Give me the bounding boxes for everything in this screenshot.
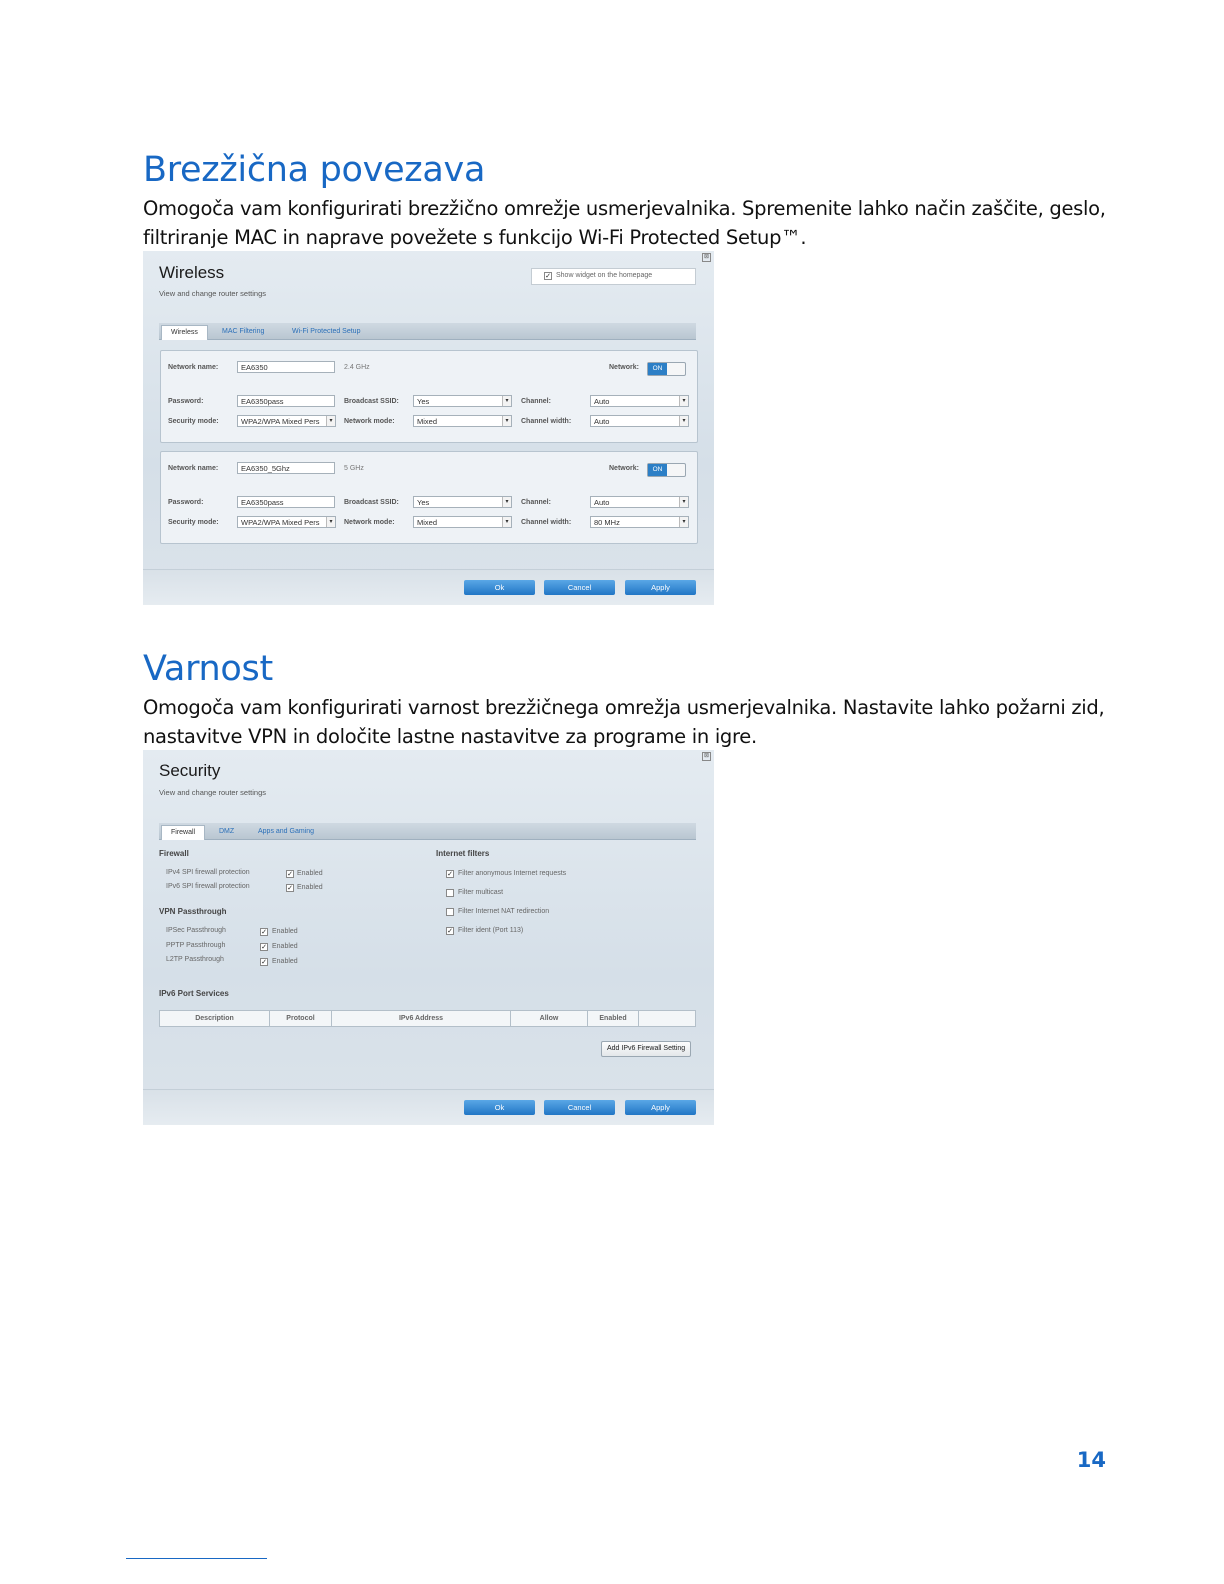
channel-select[interactable]: [590, 395, 689, 407]
show-widget-checkbox[interactable]: ✓: [545, 273, 551, 280]
broadcast-label: Broadcast SSID:: [344, 398, 399, 405]
chevron-down-icon: ▾: [326, 416, 335, 426]
close-icon[interactable]: ⊠: [703, 753, 710, 759]
network-mode-value: Mixed: [417, 518, 438, 527]
col-allow: Allow: [511, 1011, 588, 1026]
password-label: Password:: [168, 499, 204, 506]
network-toggle-label: Network:: [609, 364, 639, 371]
filter-multicast-checkbox[interactable]: [446, 889, 454, 897]
col-description: Description: [160, 1011, 270, 1026]
network-name-label: Network name:: [168, 364, 219, 371]
ok-button[interactable]: Ok: [464, 1100, 535, 1115]
chevron-down-icon: ▾: [679, 517, 688, 527]
pptp-enabled: Enabled: [272, 943, 298, 950]
ipv6-port-heading: IPv6 Port Services: [159, 989, 229, 998]
filter-multicast-label: Filter multicast: [458, 889, 504, 896]
toggle-on-label: ON: [648, 363, 667, 375]
col-enabled: Enabled: [588, 1011, 639, 1026]
broadcast-select[interactable]: [413, 395, 512, 407]
ipv6-label: IPv6 SPI firewall protection: [166, 883, 250, 890]
security-subtitle: View and change router settings: [159, 788, 267, 797]
filter-nat-label: Filter Internet NAT redirection: [458, 908, 550, 915]
security-mode-label: Security mode:: [168, 418, 219, 425]
filter-ident-label: Filter ident (Port 113): [458, 927, 524, 934]
toggle-on-label: ON: [648, 464, 667, 476]
ipv4-label: IPv4 SPI firewall protection: [166, 869, 250, 876]
ipv6-checkbox[interactable]: ✓: [287, 885, 293, 892]
ipv6-enabled: Enabled: [297, 884, 323, 891]
ok-button[interactable]: Ok: [464, 580, 535, 595]
channel-select[interactable]: [590, 496, 689, 508]
section-heading-security: Varnost: [143, 649, 273, 689]
wireless-tabbar: [159, 323, 696, 340]
tab-mac-filtering[interactable]: MAC Filtering: [222, 328, 265, 335]
l2tp-enabled: Enabled: [272, 958, 298, 965]
ipsec-enabled: Enabled: [272, 928, 298, 935]
tab-wireless[interactable]: Wireless: [161, 325, 208, 340]
ipsec-label: IPSec Passthrough: [166, 927, 226, 934]
section-text-wireless: Omogoča vam konfigurirati brezžično omrežje usmerjevalnika. Spremenite lahko način zaščite, geslo, filtriranje MAC in naprave povežete s funkcijo Wi-Fi Protected Setup™.: [143, 197, 1106, 249]
channel-label: Channel:: [521, 499, 551, 506]
ipsec-checkbox[interactable]: ✓: [261, 929, 267, 936]
password-input[interactable]: EA6350pass: [237, 496, 335, 508]
footer-rule: [126, 1558, 267, 1559]
channel-width-label: Channel width:: [521, 519, 572, 526]
section-heading-wireless: Brezžična povezava: [143, 150, 486, 190]
firewall-heading: Firewall: [159, 849, 189, 858]
chevron-down-icon: ▾: [502, 396, 511, 406]
network-mode-label: Network mode:: [344, 418, 395, 425]
filter-ident-checkbox[interactable]: ✓: [447, 928, 453, 935]
broadcast-value: Yes: [417, 397, 430, 406]
apply-button[interactable]: Apply: [625, 1100, 696, 1115]
chevron-down-icon: ▾: [679, 396, 688, 406]
broadcast-value: Yes: [417, 498, 430, 507]
filter-anon-checkbox[interactable]: ✓: [447, 871, 453, 878]
add-ipv6-firewall-button[interactable]: Add IPv6 Firewall Setting: [601, 1041, 691, 1057]
network-toggle[interactable]: [647, 463, 686, 477]
filter-nat-checkbox[interactable]: [446, 908, 454, 916]
internet-filters-heading: Internet filters: [436, 849, 490, 858]
wireless-screenshot: [143, 251, 714, 605]
apply-button[interactable]: Apply: [625, 580, 696, 595]
channel-width-value: Auto: [594, 417, 610, 426]
security-footer: [143, 1089, 714, 1125]
wireless-title: Wireless: [159, 263, 225, 282]
channel-width-label: Channel width:: [521, 418, 572, 425]
security-title: Security: [159, 761, 221, 780]
password-input[interactable]: EA6350pass: [237, 395, 335, 407]
col-protocol: Protocol: [270, 1011, 332, 1026]
broadcast-label: Broadcast SSID:: [344, 499, 399, 506]
channel-value: Auto: [594, 498, 610, 507]
network-toggle-label: Network:: [609, 465, 639, 472]
network-name-label: Network name:: [168, 465, 219, 472]
network-mode-select[interactable]: [413, 415, 512, 427]
band-panel-24: [160, 350, 698, 443]
section-text-security: Omogoča vam konfigurirati varnost brezžičnega omrežja usmerjevalnika. Nastavite lahko požarni zid, nastavitve VPN in določite lastne nastavitve za programe in igre.: [143, 696, 1105, 748]
ipv4-checkbox[interactable]: ✓: [287, 871, 293, 878]
security-screenshot: [143, 750, 714, 1125]
network-name-input[interactable]: EA6350: [237, 361, 335, 373]
security-mode-value: WPA2/WPA Mixed Pers: [241, 417, 320, 426]
wireless-footer: [143, 569, 714, 605]
chevron-down-icon: ▾: [326, 517, 335, 527]
security-mode-select[interactable]: [237, 516, 336, 528]
wireless-subtitle: View and change router settings: [159, 289, 267, 298]
channel-width-value: 80 MHz: [594, 518, 620, 527]
network-mode-label: Network mode:: [344, 519, 395, 526]
network-name-input[interactable]: EA6350_5Ghz: [237, 462, 335, 474]
broadcast-select[interactable]: [413, 496, 512, 508]
tab-wps[interactable]: Wi-Fi Protected Setup: [292, 328, 361, 335]
chevron-down-icon: ▾: [502, 517, 511, 527]
pptp-label: PPTP Passthrough: [166, 942, 226, 949]
page-number: 14: [1076, 1448, 1106, 1472]
ipv4-enabled: Enabled: [297, 870, 323, 877]
network-toggle[interactable]: [647, 362, 686, 376]
chevron-down-icon: ▾: [502, 497, 511, 507]
close-icon[interactable]: ⊠: [703, 254, 710, 260]
band-panel-5: [160, 451, 698, 544]
band-label: 2.4 GHz: [344, 364, 370, 371]
cancel-button[interactable]: Cancel: [544, 1100, 615, 1115]
l2tp-checkbox[interactable]: ✓: [261, 959, 267, 966]
filter-anon-label: Filter anonymous Internet requests: [458, 870, 567, 877]
chevron-down-icon: ▾: [679, 416, 688, 426]
security-tabbar: [159, 823, 696, 840]
vpn-heading: VPN Passthrough: [159, 907, 227, 916]
channel-label: Channel:: [521, 398, 551, 405]
channel-width-select[interactable]: [590, 415, 689, 427]
security-mode-value: WPA2/WPA Mixed Pers: [241, 518, 320, 527]
tab-firewall[interactable]: Firewall: [161, 825, 205, 840]
security-mode-label: Security mode:: [168, 519, 219, 526]
band-label: 5 GHz: [344, 465, 364, 472]
chevron-down-icon: ▾: [679, 497, 688, 507]
network-mode-select[interactable]: [413, 516, 512, 528]
ipv6-port-table-header: [159, 1010, 696, 1027]
l2tp-label: L2TP Passthrough: [166, 956, 224, 963]
tab-dmz[interactable]: DMZ: [219, 828, 235, 835]
chevron-down-icon: ▾: [502, 416, 511, 426]
cancel-button[interactable]: Cancel: [544, 580, 615, 595]
password-label: Password:: [168, 398, 204, 405]
security-mode-select[interactable]: [237, 415, 336, 427]
show-widget-box[interactable]: [531, 268, 696, 285]
network-mode-value: Mixed: [417, 417, 438, 426]
channel-value: Auto: [594, 397, 610, 406]
channel-width-select[interactable]: [590, 516, 689, 528]
pptp-checkbox[interactable]: ✓: [261, 944, 267, 951]
show-widget-label: Show widget on the homepage: [556, 272, 653, 279]
tab-apps-gaming[interactable]: Apps and Gaming: [258, 828, 315, 835]
col-ipv6-address: IPv6 Address: [332, 1011, 511, 1026]
